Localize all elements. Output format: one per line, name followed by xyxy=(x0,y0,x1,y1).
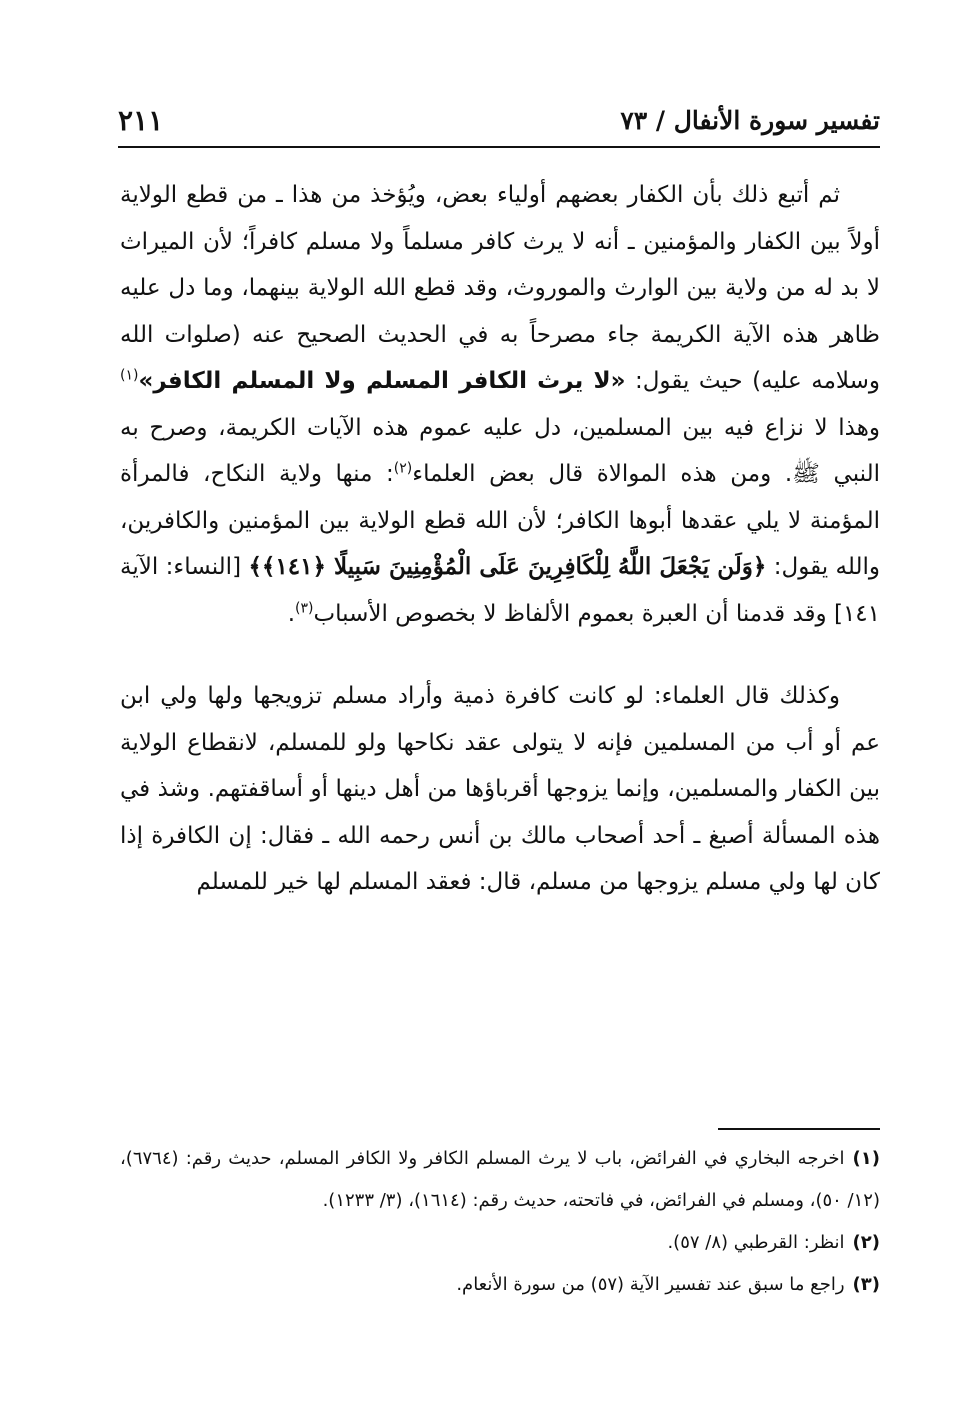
footnote-3-number: (٣) xyxy=(852,1274,880,1295)
paragraph-1-part-b: وهذا لا نزاع فيه بين المسلمين، دل عليه عموم هذه الآيات الكريمة، وصرح به النبي ﷺ. ومن هذه الموالاة قال بعض العلماء xyxy=(120,414,880,487)
footnote-2 xyxy=(120,1222,880,1264)
footnote-3-text: راجع ما سبق عند تفسير الآية (٥٧) من سورة الأنعام. xyxy=(456,1274,845,1295)
footnotes xyxy=(120,1138,880,1306)
paragraph-2: وكذلك قال العلماء: لو كانت كافرة ذمية وأراد مسلم تزويجها ولها ولي ابن عم أو أب من المسلمين فإنه لا يتولى عقد نكاحها ولو للمسلم، لانقطاع الولاية بين الكفار والمسلمين، وإنما يزوجها أقرباؤها من أهل دينها أو أساقفتهم. وشذ في هذه المسألة أصبغ ـ أحد أصحاب مالك بن أنس رحمه الله ـ فقال: إن الكافرة إذا كان لها ولي مسلم يزوجها من مسلم، قال: فعقد المسلم لها خير للمسلم xyxy=(120,683,880,895)
paragraph-1-part-a: ثم أتبع ذلك بأن الكفار بعضهم أولياء بعض، ويُؤخذ من هذا ـ من قطع الولاية أولاً بين الكفار والمؤمنين ـ أنه لا يرث كافر مسلماً ولا مسلم كافراً؛ لأن الميراث لا بد له من ولاية بين الوارث والموروث، وقد قطع الله الولاية بينهما، وما دل عليه ظاهر هذه الآية الكريمة جاء مصرحاً به في الحديث الصحيح عنه (صلوات الله وسلامه عليه) حيث يقول: xyxy=(120,182,881,394)
footnote-3 xyxy=(120,1264,880,1306)
footnote-ref-3: (٣) xyxy=(295,599,314,616)
paragraph-1-part-c: : منها ولاية النكاح، فالمرأة المؤمنة لا يلي عقدها أبوها الكافر؛ لأن الله قطع الولاية بين المؤمنين والكافرين، والله يقول: xyxy=(120,461,880,580)
main-text xyxy=(120,172,880,906)
quran-verse: ﴿وَلَن يَجْعَلَ اللَّهُ لِلْكَافِرِينَ عَلَى الْمُؤْمِنِينَ سَبِيلًا ﴿١٤١﴾﴾ xyxy=(248,553,767,580)
paragraph-1 xyxy=(120,172,880,637)
page-number: ٢١١ xyxy=(118,104,164,137)
paragraph-1-part-e: . xyxy=(287,600,295,627)
footnote-ref-2: (٢) xyxy=(393,460,413,477)
footnote-1 xyxy=(120,1138,880,1222)
running-title: تفسير سورة الأنفال / ٧٣ xyxy=(620,106,880,135)
footnote-2-text: انظر: القرطبي (٨/ ٥٧). xyxy=(667,1232,845,1253)
running-header xyxy=(118,100,880,148)
footnote-1-number: (١) xyxy=(852,1148,880,1169)
hadith-quote: «لا يرث الكافر المسلم ولا المسلم الكافر» xyxy=(138,368,626,394)
footnote-ref-1: (١) xyxy=(120,367,139,384)
footnote-2-number: (٢) xyxy=(852,1232,880,1253)
footnote-1-text: اخرجه البخاري في الفرائض، باب لا يرث المسلم الكافر ولا الكافر المسلم، حديث رقم: (٦٧٦٤)، (١٢/ ٥٠)، ومسلم في الفرائض، في فاتحته، حديث رقم: (١٦١٤)، (٣/ ١٢٣٣). xyxy=(120,1148,880,1211)
paragraph-1-part-d: [النساء: الآية ١٤١] وقد قدمنا أن العبرة بعموم الألفاظ لا بخصوص الأسباب xyxy=(120,554,880,627)
footnote-separator xyxy=(718,1128,880,1130)
